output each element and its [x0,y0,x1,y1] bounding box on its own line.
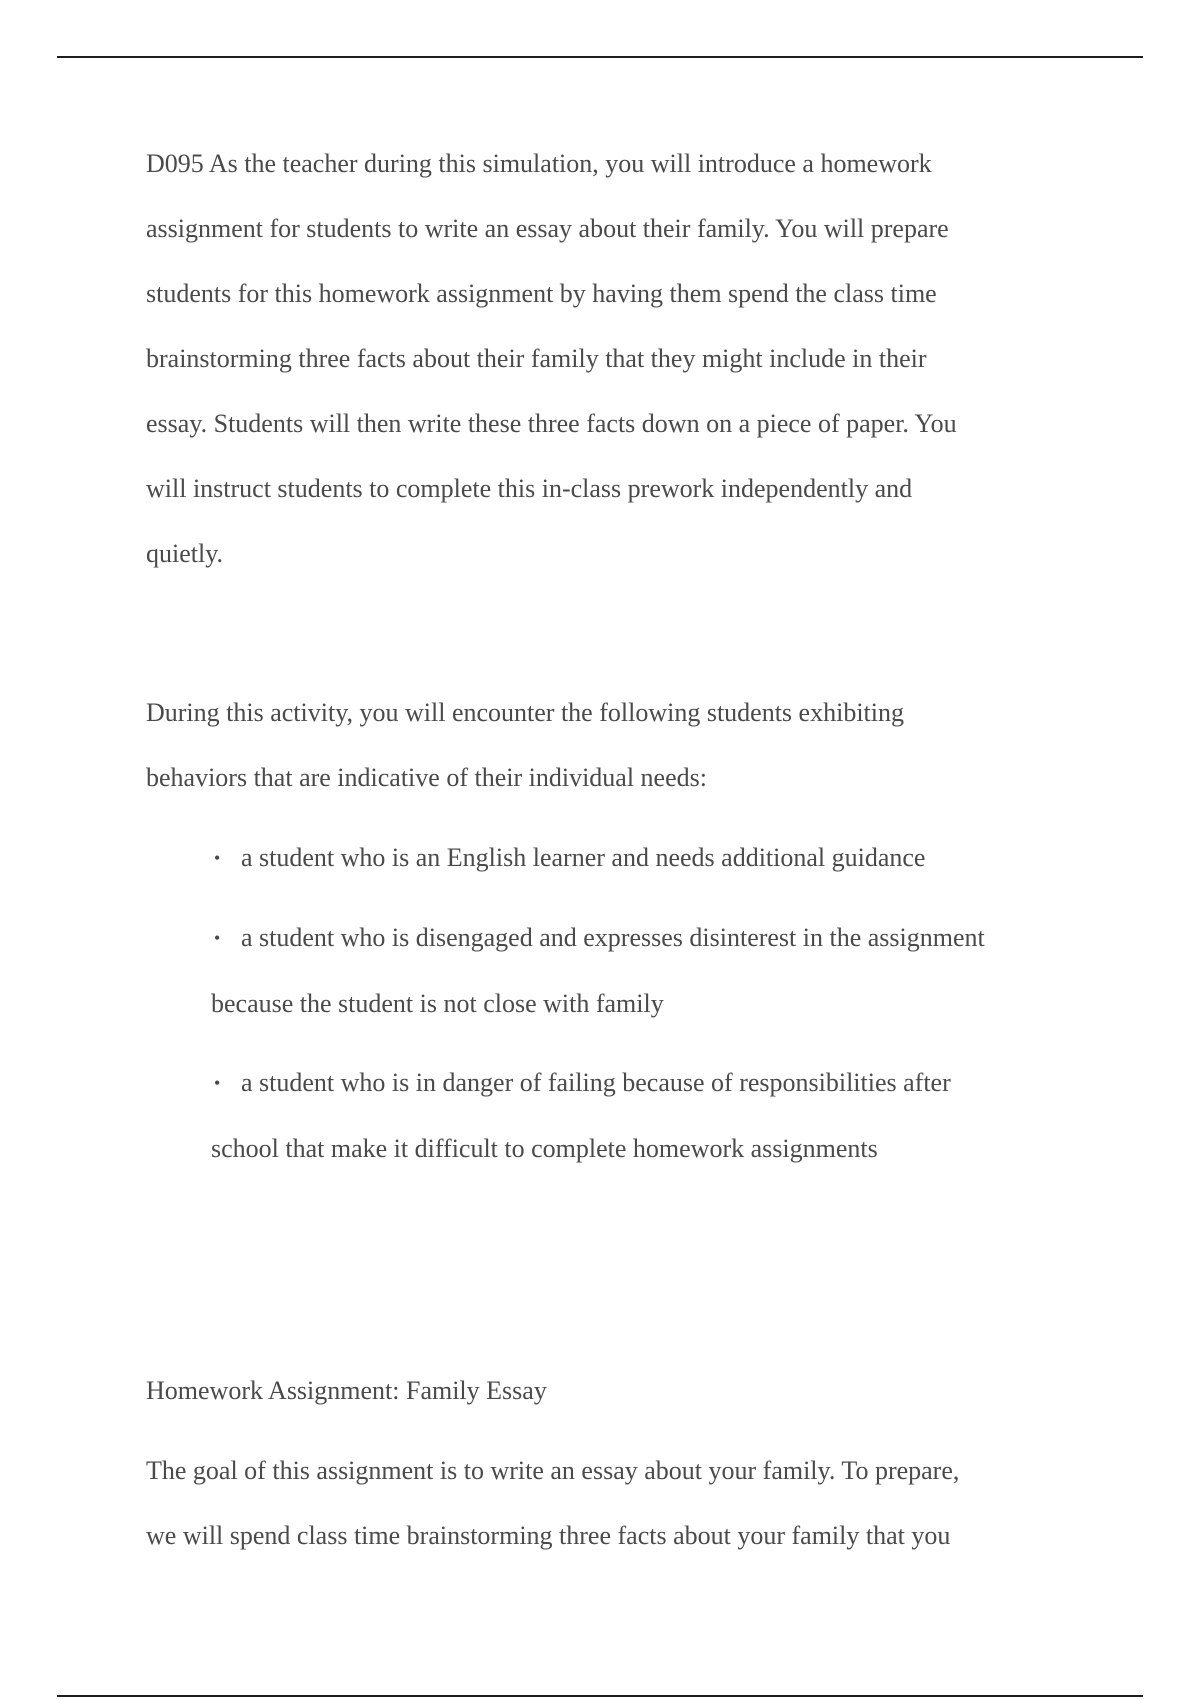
activity-line: During this activity, you will encounter the following students exhibiting [146,698,904,727]
list-item-text: a student who is an English learner and needs additional guidance [241,843,926,872]
bullet-icon: • [214,1073,221,1093]
activity-paragraph [146,680,1086,810]
intro-line: D095 As the teacher during this simulation, you will introduce a homework [146,149,932,178]
list-item-line [211,825,1111,891]
intro-line: quietly. [146,539,224,568]
goal-line: The goal of this assignment is to write an essay about your family. To prepare, [146,1456,960,1485]
list-item-line: because the student is not close with family [211,989,664,1018]
bottom-rule [57,1695,1143,1697]
list-item-text: a student who is in danger of failing because of responsibilities after [241,1068,951,1097]
intro-line: students for this homework assignment by having them spend the class time [146,279,937,308]
list-item-text: a student who is disengaged and expresses disinterest in the assignment [241,923,985,952]
intro-line: essay. Students will then write these three facts down on a piece of paper. You [146,409,957,438]
top-rule [57,56,1143,58]
intro-line: will instruct students to complete this in-class prework independently and [146,474,913,503]
list-item [211,1050,1111,1181]
homework-goal-paragraph [146,1438,1086,1568]
list-item-line [211,1050,1111,1116]
intro-line: assignment for students to write an essay about their family. You will prepare [146,214,949,243]
goal-line: we will spend class time brainstorming three facts about your family that you [146,1521,951,1550]
intro-paragraph [146,131,1086,586]
bullet-icon: • [214,848,221,868]
activity-line: behaviors that are indicative of their individual needs: [146,763,707,792]
homework-title: Homework Assignment: Family Essay [146,1376,547,1405]
bullet-icon: • [214,928,221,948]
list-item-line [211,905,1111,971]
list-item [211,825,1111,891]
list-item [211,905,1111,1036]
intro-line: brainstorming three facts about their family that they might include in their [146,344,927,373]
list-item-line: school that make it difficult to complete homework assignments [211,1134,878,1163]
